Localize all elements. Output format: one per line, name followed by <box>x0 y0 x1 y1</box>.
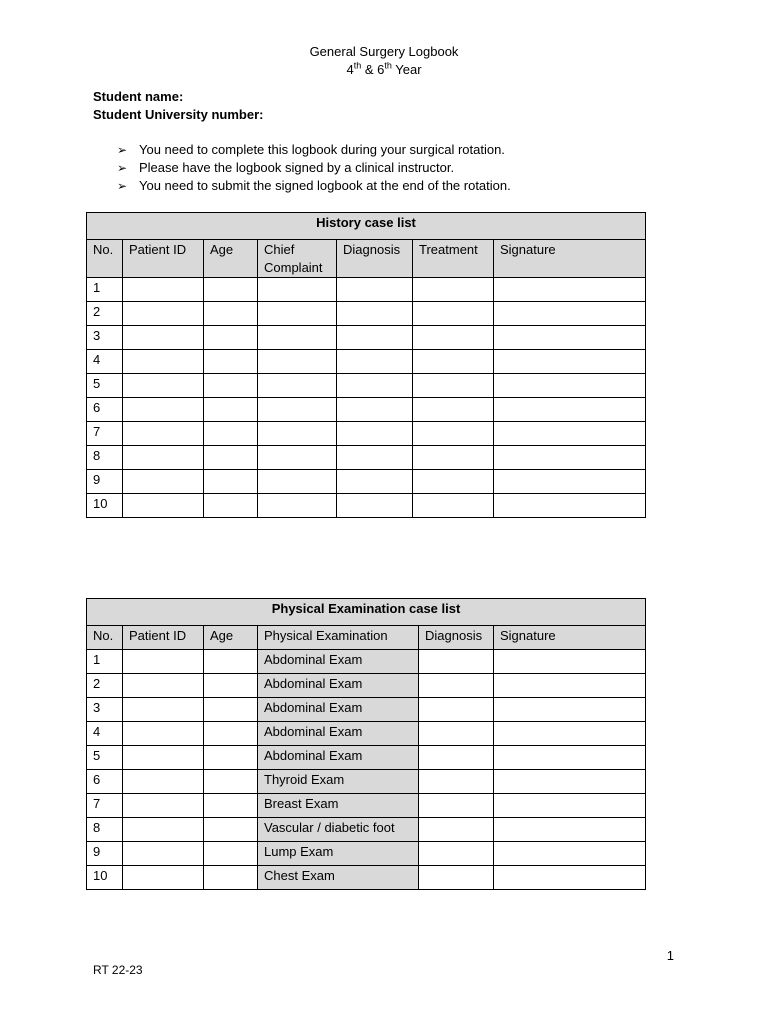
student-name-label: Student name: <box>93 89 184 104</box>
entry-cell[interactable] <box>337 446 413 470</box>
entry-cell[interactable] <box>413 398 494 422</box>
table-row <box>87 374 646 398</box>
exam-type: Abdominal Exam <box>258 674 419 698</box>
entry-cell[interactable] <box>494 326 646 350</box>
column-header: Age <box>204 626 258 650</box>
entry-cell[interactable] <box>419 866 494 890</box>
table-row <box>87 794 646 818</box>
entry-cell[interactable] <box>204 494 258 518</box>
column-header: Chief Complaint <box>258 240 337 278</box>
table-row <box>87 746 646 770</box>
row-number: 3 <box>87 326 123 350</box>
arrow-bullet-icon: ➢ <box>117 143 128 157</box>
student-number-label: Student University number: <box>93 107 264 122</box>
header-row <box>87 626 646 650</box>
table-row <box>87 866 646 890</box>
entry-cell[interactable] <box>494 746 646 770</box>
entry-cell[interactable] <box>419 650 494 674</box>
row-number: 5 <box>87 374 123 398</box>
entry-cell[interactable] <box>204 722 258 746</box>
row-number: 1 <box>87 278 123 302</box>
entry-cell[interactable] <box>204 422 258 446</box>
row-number: 1 <box>87 650 123 674</box>
exam-type: Thyroid Exam <box>258 770 419 794</box>
entry-cell[interactable] <box>494 650 646 674</box>
column-header: No. <box>87 240 123 278</box>
entry-cell[interactable] <box>413 494 494 518</box>
row-number: 6 <box>87 770 123 794</box>
entry-cell[interactable] <box>494 698 646 722</box>
exam-type: Vascular / diabetic foot <box>258 818 419 842</box>
table-row <box>87 494 646 518</box>
exam-type: Breast Exam <box>258 794 419 818</box>
entry-cell[interactable] <box>258 398 337 422</box>
entry-cell[interactable] <box>123 398 204 422</box>
entry-cell[interactable] <box>413 422 494 446</box>
table-title-row <box>87 599 646 626</box>
entry-cell[interactable] <box>419 770 494 794</box>
entry-cell[interactable] <box>413 302 494 326</box>
table-row <box>87 278 646 302</box>
entry-cell[interactable] <box>419 794 494 818</box>
arrow-bullet-icon: ➢ <box>117 179 128 193</box>
entry-cell[interactable] <box>123 698 204 722</box>
entry-cell[interactable] <box>258 374 337 398</box>
entry-cell[interactable] <box>204 470 258 494</box>
entry-cell[interactable] <box>494 722 646 746</box>
entry-cell[interactable] <box>419 746 494 770</box>
instructions-list <box>117 141 511 195</box>
table-row <box>87 326 646 350</box>
footer-code: RT 22-23 <box>93 963 143 977</box>
row-number: 9 <box>87 470 123 494</box>
entry-cell[interactable] <box>123 866 204 890</box>
row-number: 2 <box>87 302 123 326</box>
entry-cell[interactable] <box>258 446 337 470</box>
entry-cell[interactable] <box>123 278 204 302</box>
entry-cell[interactable] <box>123 770 204 794</box>
entry-cell[interactable] <box>258 470 337 494</box>
column-header: Patient ID <box>123 240 204 278</box>
list-item: ➢ You need to complete this logbook during your surgical rotation. <box>117 142 505 157</box>
table-title: History case list <box>87 213 646 240</box>
entry-cell[interactable] <box>204 746 258 770</box>
entry-cell[interactable] <box>204 374 258 398</box>
exam-type: Lump Exam <box>258 842 419 866</box>
table-row <box>87 722 646 746</box>
row-number: 8 <box>87 446 123 470</box>
entry-cell[interactable] <box>123 350 204 374</box>
entry-cell[interactable] <box>204 842 258 866</box>
entry-cell[interactable] <box>413 374 494 398</box>
entry-cell[interactable] <box>123 794 204 818</box>
entry-cell[interactable] <box>419 698 494 722</box>
column-header: Diagnosis <box>419 626 494 650</box>
entry-cell[interactable] <box>494 470 646 494</box>
entry-cell[interactable] <box>204 794 258 818</box>
entry-cell[interactable] <box>204 770 258 794</box>
table-title: Physical Examination case list <box>87 599 646 626</box>
entry-cell[interactable] <box>204 398 258 422</box>
entry-cell[interactable] <box>494 374 646 398</box>
entry-cell[interactable] <box>337 350 413 374</box>
table-row <box>87 302 646 326</box>
entry-cell[interactable] <box>419 842 494 866</box>
column-header: Signature <box>494 240 646 278</box>
table-row <box>87 446 646 470</box>
entry-cell[interactable] <box>413 446 494 470</box>
entry-cell[interactable] <box>123 446 204 470</box>
table-row <box>87 818 646 842</box>
row-number: 10 <box>87 866 123 890</box>
entry-cell[interactable] <box>123 818 204 842</box>
exam-type: Abdominal Exam <box>258 650 419 674</box>
entry-cell[interactable] <box>204 698 258 722</box>
entry-cell[interactable] <box>123 494 204 518</box>
exam-type: Abdominal Exam <box>258 746 419 770</box>
row-number: 9 <box>87 842 123 866</box>
row-number: 7 <box>87 422 123 446</box>
year-line: 4th & 6th Year <box>346 60 422 77</box>
title-line: General Surgery Logbook <box>309 44 459 59</box>
entry-cell[interactable] <box>494 842 646 866</box>
row-number: 4 <box>87 350 123 374</box>
table-row <box>87 350 646 374</box>
entry-cell[interactable] <box>123 326 204 350</box>
entry-cell[interactable] <box>204 446 258 470</box>
entry-cell[interactable] <box>413 278 494 302</box>
entry-cell[interactable] <box>413 326 494 350</box>
table-row <box>87 770 646 794</box>
entry-cell[interactable] <box>204 866 258 890</box>
header-row <box>87 240 646 278</box>
entry-cell[interactable] <box>337 326 413 350</box>
entry-cell[interactable] <box>204 278 258 302</box>
entry-cell[interactable] <box>258 326 337 350</box>
entry-cell[interactable] <box>494 818 646 842</box>
student-info <box>93 88 263 124</box>
entry-cell[interactable] <box>494 794 646 818</box>
list-item: ➢ Please have the logbook signed by a clinical instructor. <box>117 160 455 175</box>
entry-cell[interactable] <box>337 398 413 422</box>
entry-cell[interactable] <box>258 422 337 446</box>
row-number: 3 <box>87 698 123 722</box>
entry-cell[interactable] <box>494 674 646 698</box>
entry-cell[interactable] <box>123 674 204 698</box>
page-number: 1 <box>666 948 674 963</box>
column-header: Diagnosis <box>337 240 413 278</box>
entry-cell[interactable] <box>494 302 646 326</box>
entry-cell[interactable] <box>337 302 413 326</box>
entry-cell[interactable] <box>123 650 204 674</box>
entry-cell[interactable] <box>123 746 204 770</box>
entry-cell[interactable] <box>337 422 413 446</box>
row-number: 2 <box>87 674 123 698</box>
entry-cell[interactable] <box>258 350 337 374</box>
table-row <box>87 650 646 674</box>
entry-cell[interactable] <box>123 302 204 326</box>
table-row <box>87 422 646 446</box>
column-header: Patient ID <box>123 626 204 650</box>
entry-cell[interactable] <box>494 278 646 302</box>
entry-cell[interactable] <box>204 650 258 674</box>
column-header: No. <box>87 626 123 650</box>
entry-cell[interactable] <box>494 446 646 470</box>
entry-cell[interactable] <box>123 422 204 446</box>
entry-cell[interactable] <box>204 818 258 842</box>
entry-cell[interactable] <box>419 674 494 698</box>
entry-cell[interactable] <box>494 866 646 890</box>
row-number: 8 <box>87 818 123 842</box>
column-header: Physical Examination <box>258 626 419 650</box>
entry-cell[interactable] <box>123 374 204 398</box>
table-row <box>87 842 646 866</box>
entry-cell[interactable] <box>123 842 204 866</box>
table-row <box>87 674 646 698</box>
exam-type: Chest Exam <box>258 866 419 890</box>
entry-cell[interactable] <box>494 494 646 518</box>
document-title <box>0 43 768 79</box>
entry-cell[interactable] <box>204 350 258 374</box>
column-header: Treatment <box>413 240 494 278</box>
entry-cell[interactable] <box>204 674 258 698</box>
entry-cell[interactable] <box>258 278 337 302</box>
physical-exam-table <box>86 598 646 890</box>
table-row <box>87 698 646 722</box>
table-title-row <box>87 213 646 240</box>
list-item: ➢ You need to submit the signed logbook at the end of the rotation. <box>117 178 511 193</box>
entry-cell[interactable] <box>413 350 494 374</box>
entry-cell[interactable] <box>258 302 337 326</box>
entry-cell[interactable] <box>413 470 494 494</box>
entry-cell[interactable] <box>494 422 646 446</box>
column-header: Age <box>204 240 258 278</box>
row-number: 6 <box>87 398 123 422</box>
entry-cell[interactable] <box>123 722 204 746</box>
column-header: Signature <box>494 626 646 650</box>
entry-cell[interactable] <box>494 398 646 422</box>
row-number: 7 <box>87 794 123 818</box>
table-row <box>87 398 646 422</box>
entry-cell[interactable] <box>204 302 258 326</box>
exam-type: Abdominal Exam <box>258 698 419 722</box>
row-number: 10 <box>87 494 123 518</box>
entry-cell[interactable] <box>258 494 337 518</box>
entry-cell[interactable] <box>419 818 494 842</box>
entry-cell[interactable] <box>494 770 646 794</box>
entry-cell[interactable] <box>494 350 646 374</box>
entry-cell[interactable] <box>419 722 494 746</box>
row-number: 5 <box>87 746 123 770</box>
entry-cell[interactable] <box>337 470 413 494</box>
row-number: 4 <box>87 722 123 746</box>
entry-cell[interactable] <box>337 494 413 518</box>
entry-cell[interactable] <box>204 326 258 350</box>
arrow-bullet-icon: ➢ <box>117 161 128 175</box>
entry-cell[interactable] <box>123 470 204 494</box>
history-case-table <box>86 212 646 518</box>
entry-cell[interactable] <box>337 278 413 302</box>
entry-cell[interactable] <box>337 374 413 398</box>
table-row <box>87 470 646 494</box>
exam-type: Abdominal Exam <box>258 722 419 746</box>
